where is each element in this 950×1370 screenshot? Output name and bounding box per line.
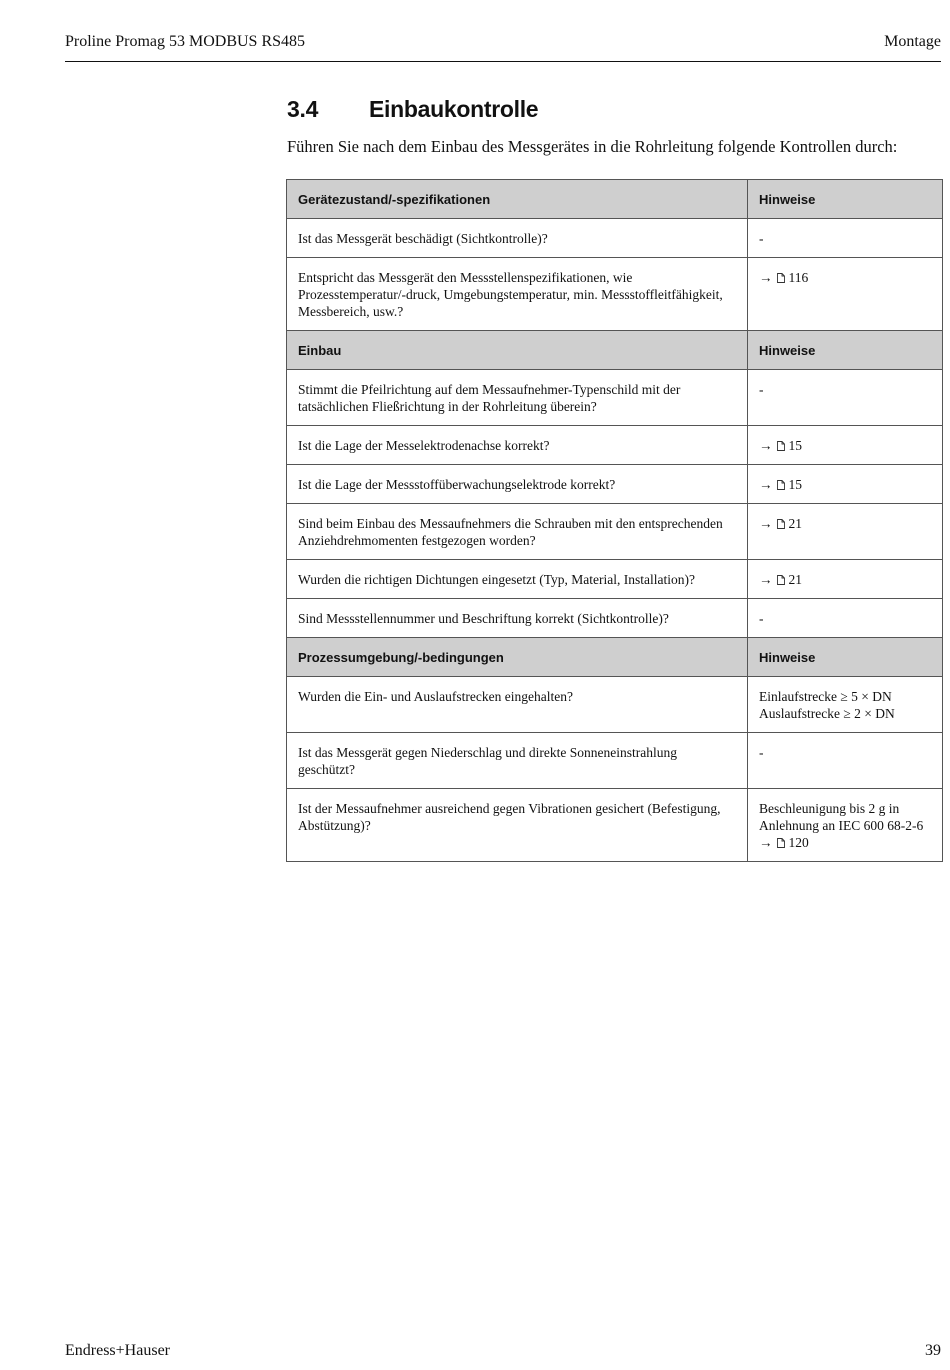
page-icon	[777, 438, 785, 448]
reference-page-number: 116	[788, 270, 809, 285]
note-line: Beschleunigung bis 2 g in	[759, 801, 900, 816]
group-notes-header: Hinweise	[748, 331, 943, 370]
page-icon	[777, 516, 785, 526]
note-text: -	[759, 611, 764, 626]
note-line: Anlehnung an IEC 600 68-2-6	[759, 818, 924, 833]
checklist-table	[286, 179, 943, 862]
section-heading	[287, 96, 538, 123]
note-text: -	[759, 745, 764, 760]
check-note	[748, 677, 943, 733]
note-line: Auslaufstrecke ≥ 2 × DN	[759, 706, 895, 721]
reference-page-number: 15	[788, 438, 802, 453]
group-title: Prozessumgebung/-bedingungen	[287, 638, 748, 677]
check-item: Sind beim Einbau des Messaufnehmers die Schrauben mit den entsprechenden Anziehdrehmomenten festgezogen worden?	[287, 504, 748, 560]
note-text: -	[759, 231, 764, 246]
header-chapter: Montage	[884, 33, 941, 50]
check-note	[748, 789, 943, 862]
check-note	[748, 426, 943, 465]
checklist-row	[287, 258, 943, 331]
page-icon	[777, 477, 785, 487]
page-reference[interactable]	[759, 476, 931, 493]
page-icon	[777, 572, 785, 582]
checklist-row	[287, 219, 943, 258]
checklist-row	[287, 733, 943, 789]
arrow-right-icon: →	[759, 270, 773, 285]
footer-brand: Endress+Hauser	[65, 1342, 170, 1359]
page-icon	[777, 835, 785, 845]
page-reference[interactable]	[759, 834, 931, 851]
checklist-row	[287, 599, 943, 638]
group-title: Gerätezustand/-spezifikationen	[287, 180, 748, 219]
checklist-row	[287, 560, 943, 599]
check-note	[748, 258, 943, 331]
check-item: Wurden die Ein- und Auslaufstrecken eingehalten?	[287, 677, 748, 733]
page-reference[interactable]	[759, 515, 931, 532]
check-item: Stimmt die Pfeilrichtung auf dem Messaufnehmer-Typenschild mit der tatsächlichen Fließrichtung in der Rohrleitung überein?	[287, 370, 748, 426]
check-item: Sind Messstellennummer und Beschriftung korrekt (Sichtkontrolle)?	[287, 599, 748, 638]
checklist-row	[287, 370, 943, 426]
check-note	[748, 465, 943, 504]
group-notes-header: Hinweise	[748, 180, 943, 219]
section-title: Einbaukontrolle	[369, 96, 539, 122]
check-note	[748, 560, 943, 599]
reference-page-number: 120	[788, 835, 809, 850]
group-notes-header: Hinweise	[748, 638, 943, 677]
check-note	[748, 370, 943, 426]
page-reference[interactable]	[759, 571, 931, 588]
check-item: Ist das Messgerät gegen Niederschlag und direkte Sonneneinstrahlung geschützt?	[287, 733, 748, 789]
arrow-right-icon: →	[759, 477, 773, 492]
reference-page-number: 21	[788, 572, 802, 587]
checklist-row	[287, 789, 943, 862]
reference-page-number: 15	[788, 477, 802, 492]
page-number: 39	[925, 1342, 941, 1359]
check-note	[748, 733, 943, 789]
note-text: -	[759, 382, 764, 397]
check-note	[748, 219, 943, 258]
check-item: Entspricht das Messgerät den Messstellenspezifikationen, wie Prozesstemperatur/-druck, Umgebungstemperatur, min. Messstoffleitfähigkeit, Messbereich, usw.?	[287, 258, 748, 331]
checklist-row	[287, 465, 943, 504]
arrow-right-icon: →	[759, 835, 773, 850]
check-item: Ist die Lage der Messelektrodenachse korrekt?	[287, 426, 748, 465]
page-reference[interactable]	[759, 437, 931, 454]
check-item: Ist das Messgerät beschädigt (Sichtkontrolle)?	[287, 219, 748, 258]
intro-text: Führen Sie nach dem Einbau des Messgerätes in die Rohrleitung folgende Kontrollen durch:	[287, 137, 898, 156]
page-reference[interactable]	[759, 269, 931, 286]
arrow-right-icon: →	[759, 572, 773, 587]
group-title: Einbau	[287, 331, 748, 370]
reference-page-number: 21	[788, 516, 802, 531]
checklist-row	[287, 677, 943, 733]
group-header-row	[287, 180, 943, 219]
group-header-row	[287, 331, 943, 370]
page-icon	[777, 270, 785, 280]
section-number: 3.4	[287, 96, 319, 122]
arrow-right-icon: →	[759, 438, 773, 453]
running-header	[65, 33, 941, 62]
check-note	[748, 504, 943, 560]
header-product: Proline Promag 53 MODBUS RS485	[65, 33, 306, 50]
check-item: Ist die Lage der Messstoffüberwachungselektrode korrekt?	[287, 465, 748, 504]
check-item: Wurden die richtigen Dichtungen eingesetzt (Typ, Material, Installation)?	[287, 560, 748, 599]
checklist-row	[287, 426, 943, 465]
checklist-row	[287, 504, 943, 560]
arrow-right-icon: →	[759, 516, 773, 531]
check-note	[748, 599, 943, 638]
note-line: Einlaufstrecke ≥ 5 × DN	[759, 689, 892, 704]
check-item: Ist der Messaufnehmer ausreichend gegen Vibrationen gesichert (Befestigung, Abstützung)?	[287, 789, 748, 862]
group-header-row	[287, 638, 943, 677]
